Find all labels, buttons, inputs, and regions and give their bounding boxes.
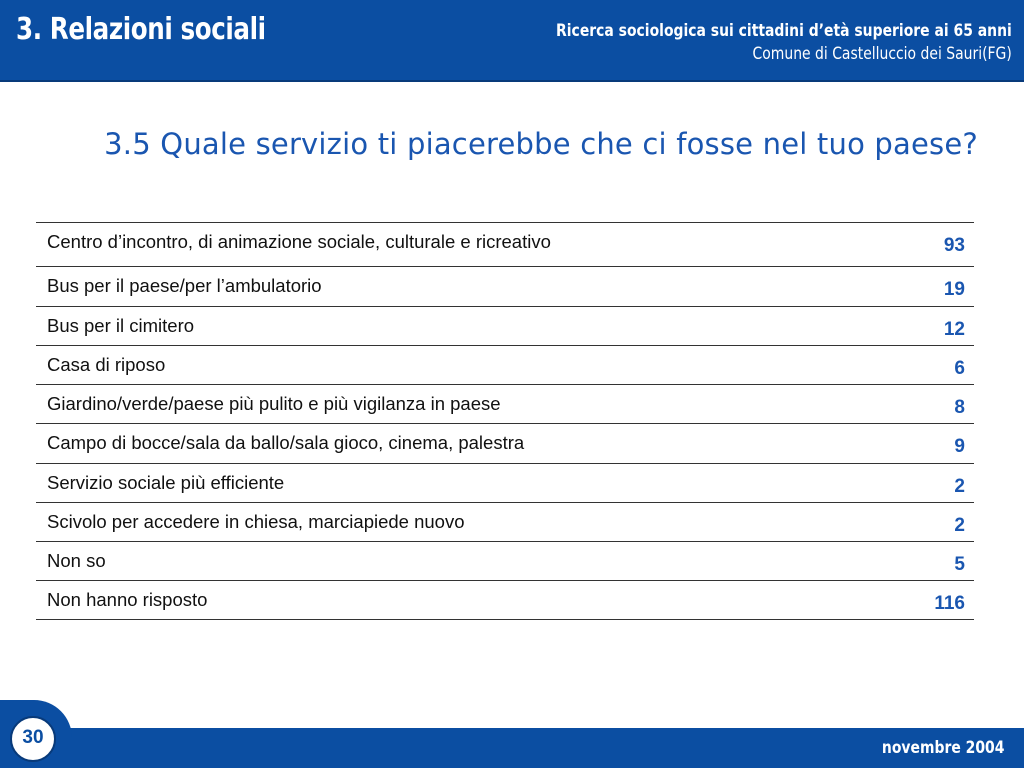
table-row: [36, 223, 974, 267]
commune-name: Comune di Castelluccio dei Sauri(FG): [752, 44, 1012, 64]
research-title: Ricerca sociologica sui cittadini d’età superiore ai 65 anni: [556, 21, 1012, 41]
row-label: Servizio sociale più efficiente: [47, 472, 285, 493]
table-row: [36, 307, 974, 346]
table-row: [36, 267, 974, 307]
table-row: [36, 581, 974, 620]
row-label: Non so: [47, 550, 106, 571]
row-value: 6: [954, 358, 965, 379]
row-value: 19: [943, 279, 965, 300]
row-value: 8: [954, 397, 965, 418]
table-row: [36, 464, 974, 503]
page-number: 30: [22, 727, 44, 748]
row-label: Bus per il paese/per l’ambulatorio: [47, 275, 322, 296]
row-label: Scivolo per accedere in chiesa, marciapiede nuovo: [47, 511, 465, 532]
header-bar: [0, 0, 1024, 82]
row-label: Centro d’incontro, di animazione sociale, culturale e ricreativo: [47, 231, 551, 252]
row-value: 5: [954, 554, 965, 575]
table-row: [36, 542, 974, 581]
row-value: 12: [943, 319, 965, 340]
table-row: [36, 346, 974, 385]
row-value: 2: [954, 476, 965, 497]
question-title: 3.5 Quale servizio ti piacerebbe che ci fosse nel tuo paese?: [104, 127, 978, 161]
row-label: Campo di bocce/sala da ballo/sala gioco, cinema, palestra: [47, 432, 525, 453]
section-title: 3. Relazioni sociali: [16, 12, 266, 47]
table-row: [36, 503, 974, 542]
header-info: [456, 20, 1012, 66]
row-label: Bus per il cimitero: [47, 315, 195, 336]
footer-bar: [0, 728, 1024, 768]
row-value: 93: [943, 235, 965, 256]
row-value: 116: [934, 593, 965, 614]
row-value: 2: [954, 515, 965, 536]
row-label: Giardino/verde/paese più pulito e più vigilanza in paese: [47, 393, 501, 414]
table-row: [36, 385, 974, 424]
row-value: 9: [954, 436, 965, 457]
row-label: Casa di riposo: [47, 354, 166, 375]
table-row: [36, 424, 974, 464]
answers-table: [36, 222, 974, 620]
row-label: Non hanno risposto: [47, 589, 208, 610]
footer-date: novembre 2004: [881, 738, 1004, 758]
